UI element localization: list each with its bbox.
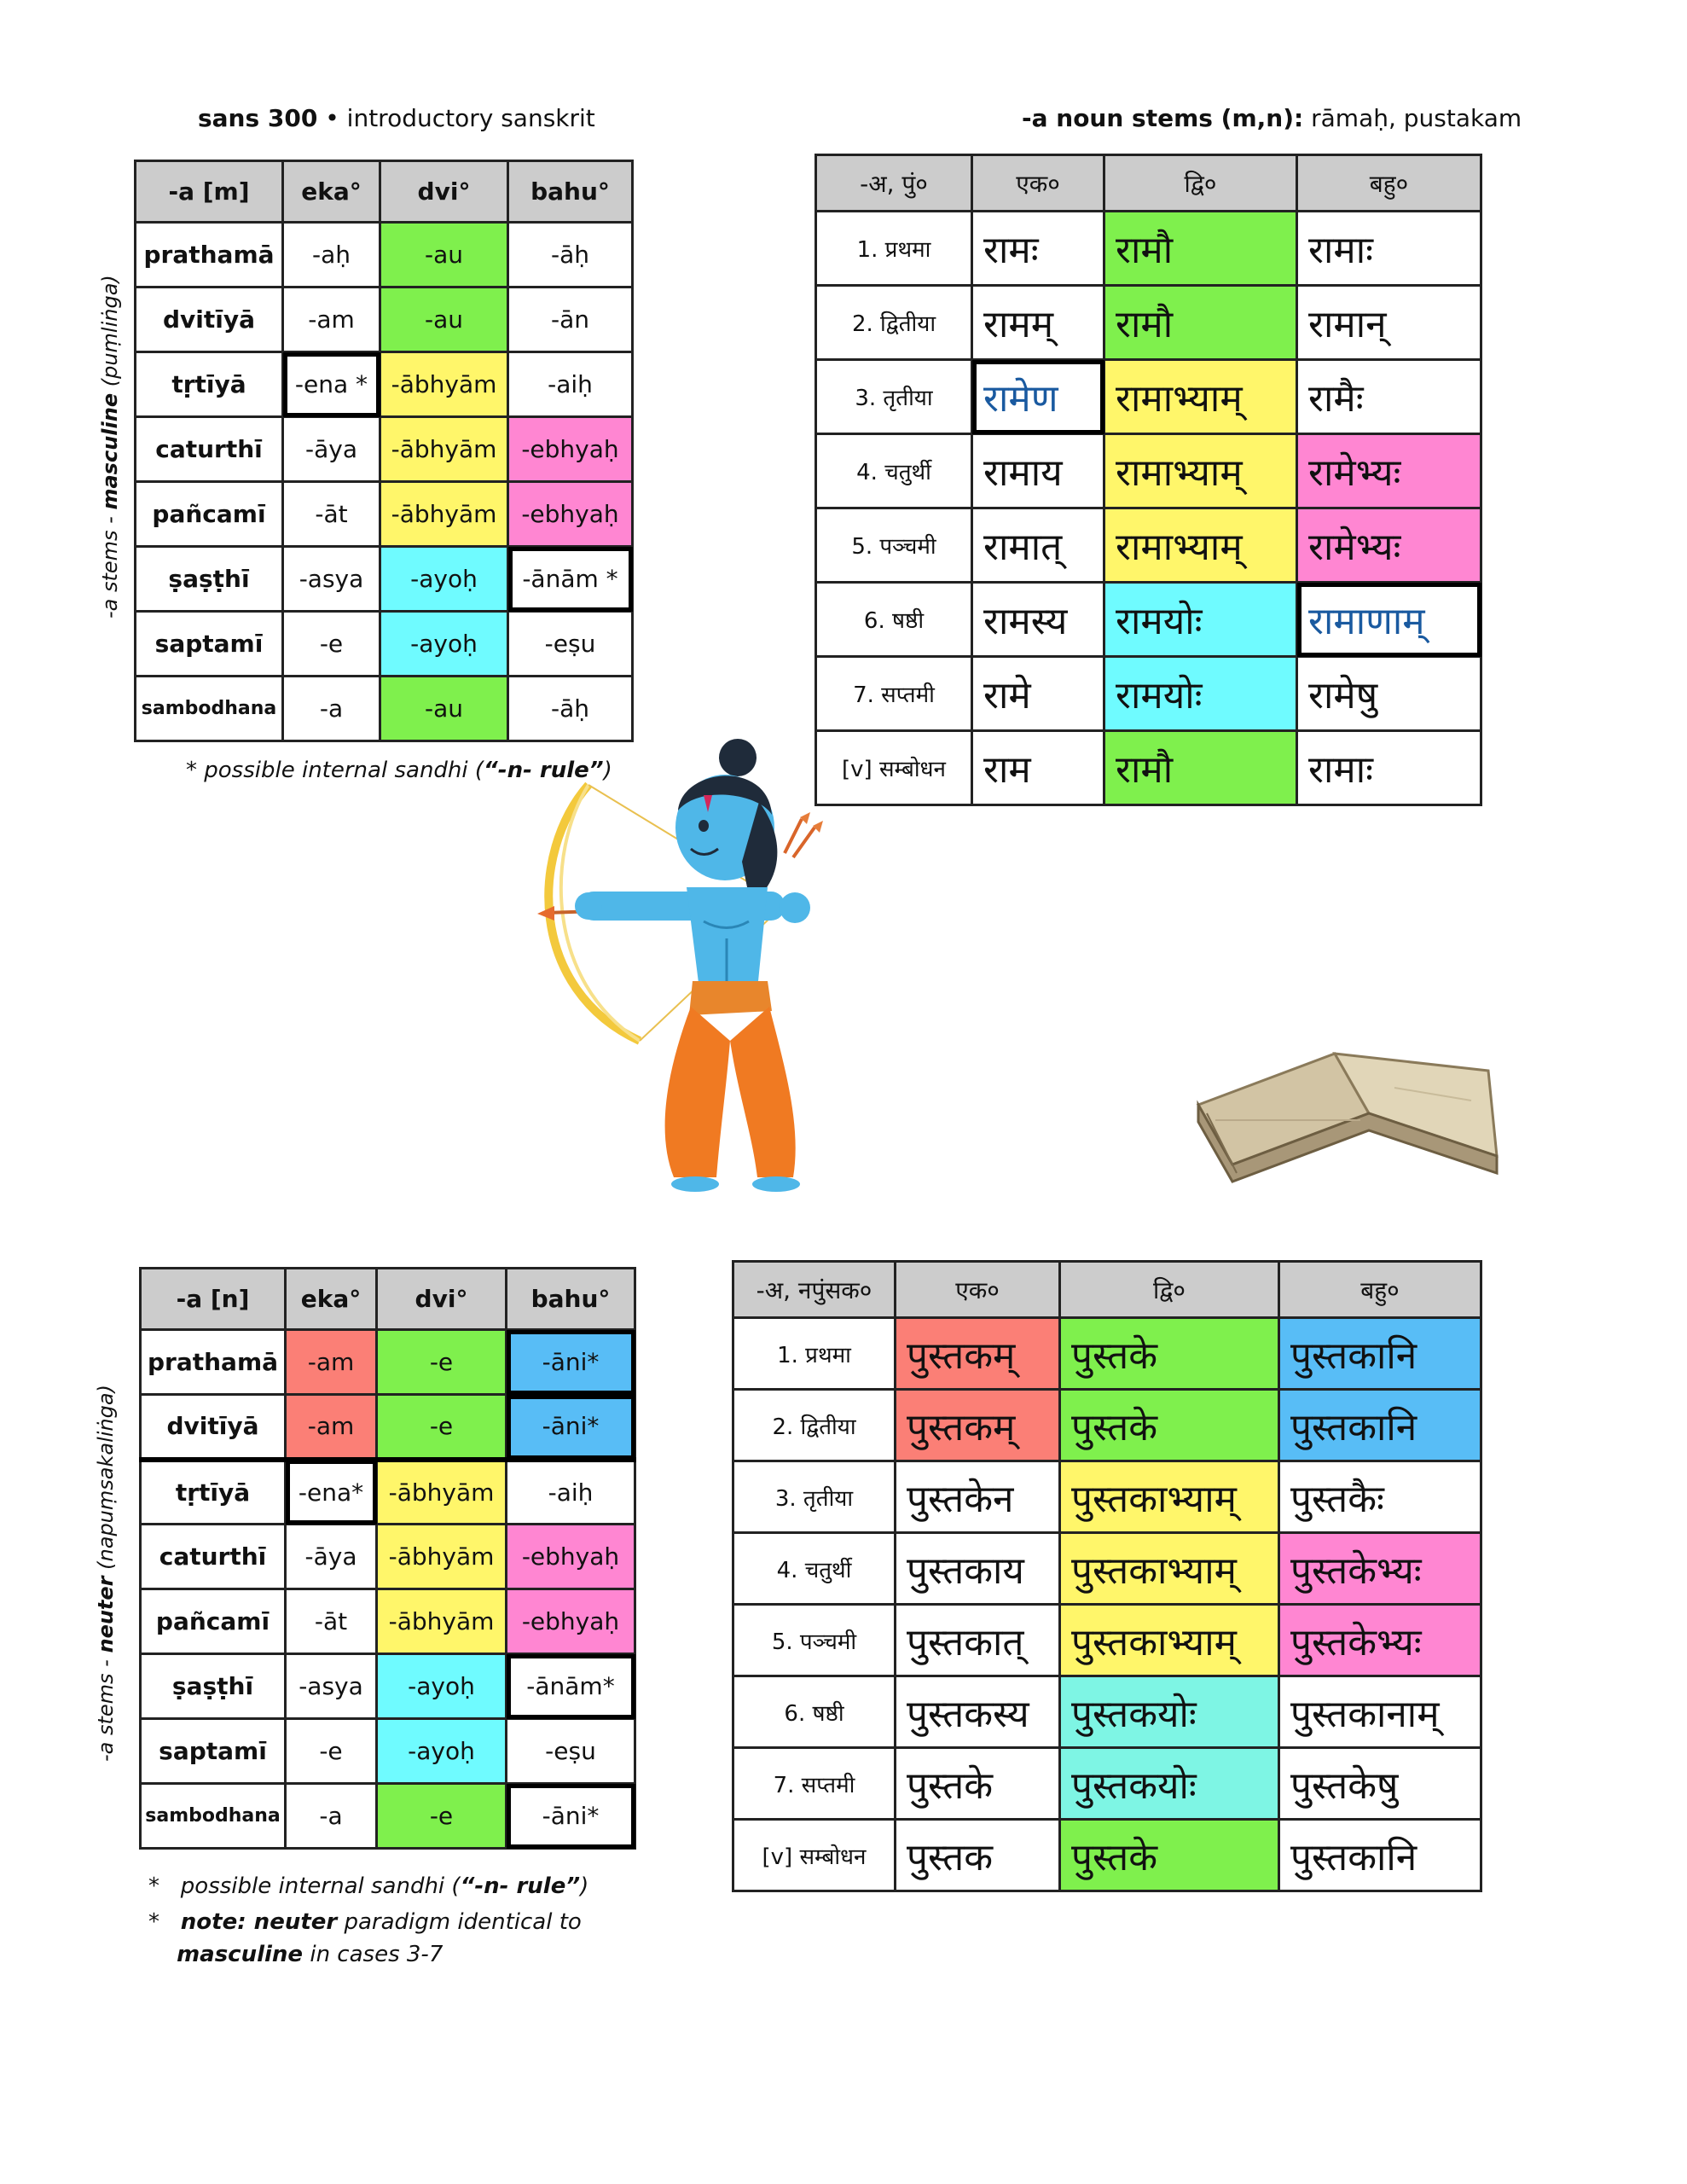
- col-header: एक०: [896, 1262, 1060, 1318]
- table-cell: -āya: [286, 1525, 377, 1589]
- col-header: dvi°: [380, 161, 508, 223]
- form-cell: रामाभ्याम्: [1104, 508, 1297, 583]
- table-cell: -e: [286, 1719, 377, 1784]
- table-cell: -asya: [283, 547, 380, 612]
- table-cell: -aiḥ: [507, 1460, 635, 1525]
- form-cell: रामाः: [1297, 731, 1481, 805]
- case-label: 5. पञ्चमी: [733, 1605, 896, 1676]
- case-label: prathamā: [136, 223, 283, 288]
- case-label: 3. तृतीया: [733, 1461, 896, 1533]
- form-cell: पुस्तकाभ्याम्: [1060, 1533, 1279, 1605]
- form-cell: रामौ: [1104, 286, 1297, 360]
- form-cell: पुस्तके: [1060, 1820, 1279, 1891]
- form-cell: पुस्तकेषु: [1279, 1748, 1481, 1820]
- case-label: 2. द्वितीया: [816, 286, 972, 360]
- open-book-illustration: [1190, 1019, 1505, 1190]
- table-cell: -eṣu: [507, 1719, 635, 1784]
- table-cell: -eṣu: [508, 612, 633, 677]
- form-cell: पुस्तके: [1060, 1318, 1279, 1390]
- table-cell: -am: [286, 1395, 377, 1460]
- form-cell: रामम्: [972, 286, 1104, 360]
- table-cell: -ebhyaḥ: [507, 1589, 635, 1654]
- form-cell: रामेषु: [1297, 657, 1481, 731]
- table-cell: -au: [380, 677, 508, 741]
- col-header: bahu°: [508, 161, 633, 223]
- form-cell: रामस्य: [972, 583, 1104, 657]
- case-label: sambodhana: [136, 677, 283, 741]
- form-cell: रामेभ्यः: [1297, 508, 1481, 583]
- form-cell: पुस्तकेभ्यः: [1279, 1533, 1481, 1605]
- table-cell: -ayoḥ: [380, 612, 508, 677]
- form-cell: पुस्तकानाम्: [1279, 1676, 1481, 1748]
- col-header: एक०: [972, 155, 1104, 212]
- col-header: dvi°: [377, 1269, 507, 1330]
- table-cell: -āni*: [507, 1330, 635, 1395]
- table-cell: -āni*: [507, 1395, 635, 1460]
- form-cell: पुस्तके: [896, 1748, 1060, 1820]
- table-cell: -a: [283, 677, 380, 741]
- form-cell: पुस्तकेन: [896, 1461, 1060, 1533]
- table-cell: -ena *: [283, 352, 380, 417]
- col-header: बहु०: [1279, 1262, 1481, 1318]
- case-label: 1. प्रथमा: [816, 212, 972, 286]
- case-label: 1. प्रथमा: [733, 1318, 896, 1390]
- table-cell: -ena*: [286, 1460, 377, 1525]
- masculine-sandhi-note: * possible internal sandhi (“-n- rule”): [186, 758, 612, 783]
- form-cell: पुस्तकानि: [1279, 1820, 1481, 1891]
- col-header: eka°: [286, 1269, 377, 1330]
- topic-bold: -a noun stems (m,n):: [1022, 104, 1304, 132]
- neuter-sandhi-note: * possible internal sandhi (“-n- rule”): [148, 1873, 589, 1899]
- topic-title: [1022, 104, 1522, 132]
- col-header: -अ, नपुंसक०: [733, 1262, 896, 1318]
- form-cell: रामौ: [1104, 731, 1297, 805]
- form-cell: रामौ: [1104, 212, 1297, 286]
- form-cell: पुस्तकाभ्याम्: [1060, 1605, 1279, 1676]
- col-header: bahu°: [507, 1269, 635, 1330]
- table-cell: -am: [286, 1330, 377, 1395]
- neuter-ending-table: [139, 1267, 636, 1850]
- neuter-side-label: -a stems - neuter (napuṃsakaliṅga): [94, 1385, 118, 1762]
- form-cell: रामयोः: [1104, 583, 1297, 657]
- table-cell: -ābhyām: [377, 1460, 507, 1525]
- col-header: -अ, पुं०: [816, 155, 972, 212]
- table-cell: -ābhyām: [380, 482, 508, 547]
- form-cell: पुस्तकम्: [896, 1318, 1060, 1390]
- table-cell: -aḥ: [283, 223, 380, 288]
- case-label: tṛtīyā: [141, 1460, 286, 1525]
- col-header: -a [n]: [141, 1269, 286, 1330]
- table-cell: -ebhyaḥ: [508, 482, 633, 547]
- table-cell: -e: [377, 1784, 507, 1849]
- col-header: बहु०: [1297, 155, 1481, 212]
- table-cell: -āt: [286, 1589, 377, 1654]
- table-cell: -e: [283, 612, 380, 677]
- form-cell: रामाणाम्: [1297, 583, 1481, 657]
- case-label: [v] सम्बोधन: [733, 1820, 896, 1891]
- case-label: tṛtīyā: [136, 352, 283, 417]
- form-cell: पुस्तकाय: [896, 1533, 1060, 1605]
- form-cell: पुस्तकेभ्यः: [1279, 1605, 1481, 1676]
- case-label: [v] सम्बोधन: [816, 731, 972, 805]
- form-cell: पुस्तकयोः: [1060, 1748, 1279, 1820]
- form-cell: पुस्तकात्: [896, 1605, 1060, 1676]
- table-cell: -ānām*: [507, 1654, 635, 1719]
- form-cell: रामान्: [1297, 286, 1481, 360]
- case-label: ṣaṣṭhī: [136, 547, 283, 612]
- table-cell: -āt: [283, 482, 380, 547]
- form-cell: पुस्तकस्य: [896, 1676, 1060, 1748]
- rama-archer-illustration: [529, 734, 853, 1211]
- table-cell: -ebhyaḥ: [508, 417, 633, 482]
- table-cell: -asya: [286, 1654, 377, 1719]
- form-cell: रामः: [972, 212, 1104, 286]
- table-cell: -ayoḥ: [380, 547, 508, 612]
- case-label: dvitīyā: [136, 288, 283, 352]
- topic-rest: rāmaḥ, pustakam: [1303, 104, 1522, 132]
- form-cell: पुस्तकानि: [1279, 1390, 1481, 1461]
- table-cell: -ayoḥ: [377, 1719, 507, 1784]
- table-cell: -am: [283, 288, 380, 352]
- table-cell: -āḥ: [508, 677, 633, 741]
- form-cell: पुस्तकम्: [896, 1390, 1060, 1461]
- case-label: caturthī: [141, 1525, 286, 1589]
- case-label: 4. चतुर्थी: [816, 434, 972, 508]
- table-cell: -ebhyaḥ: [507, 1525, 635, 1589]
- case-label: 7. सप्तमी: [733, 1748, 896, 1820]
- case-label: 6. षष्ठी: [733, 1676, 896, 1748]
- form-cell: पुस्तकानि: [1279, 1318, 1481, 1390]
- table-cell: -ābhyām: [377, 1589, 507, 1654]
- form-cell: राम: [972, 731, 1104, 805]
- table-cell: -ābhyām: [380, 352, 508, 417]
- case-label: saptamī: [136, 612, 283, 677]
- table-cell: -ayoḥ: [377, 1654, 507, 1719]
- case-label: dvitīyā: [141, 1395, 286, 1460]
- case-label: 2. द्वितीया: [733, 1390, 896, 1461]
- case-label: 5. पञ्चमी: [816, 508, 972, 583]
- form-cell: रामात्: [972, 508, 1104, 583]
- case-label: 4. चतुर्थी: [733, 1533, 896, 1605]
- form-cell: रामेण: [972, 360, 1104, 434]
- table-cell: -a: [286, 1784, 377, 1849]
- case-label: 7. सप्तमी: [816, 657, 972, 731]
- case-label: pañcamī: [136, 482, 283, 547]
- table-cell: -aiḥ: [508, 352, 633, 417]
- form-cell: रामाभ्याम्: [1104, 434, 1297, 508]
- form-cell: पुस्तकयोः: [1060, 1676, 1279, 1748]
- form-cell: रामेभ्यः: [1297, 434, 1481, 508]
- table-cell: -āya: [283, 417, 380, 482]
- table-cell: -au: [380, 223, 508, 288]
- table-cell: -ābhyām: [377, 1525, 507, 1589]
- table-cell: -e: [377, 1395, 507, 1460]
- case-label: 3. तृतीया: [816, 360, 972, 434]
- case-label: prathamā: [141, 1330, 286, 1395]
- masculine-side-label: -a stems - masculine (puṃliṅga): [98, 275, 122, 619]
- col-header: द्वि०: [1060, 1262, 1279, 1318]
- table-cell: -ābhyām: [380, 417, 508, 482]
- table-cell: -ānām *: [508, 547, 633, 612]
- case-label: 6. षष्ठी: [816, 583, 972, 657]
- col-header: -a [m]: [136, 161, 283, 223]
- form-cell: पुस्तकाभ्याम्: [1060, 1461, 1279, 1533]
- course-code: sans 300: [198, 104, 318, 132]
- form-cell: रामाभ्याम्: [1104, 360, 1297, 434]
- table-cell: -āḥ: [508, 223, 633, 288]
- form-cell: पुस्तके: [1060, 1390, 1279, 1461]
- form-cell: रामाः: [1297, 212, 1481, 286]
- rama-paradigm-table: [815, 154, 1482, 806]
- form-cell: रामे: [972, 657, 1104, 731]
- case-label: sambodhana: [141, 1784, 286, 1849]
- case-label: caturthī: [136, 417, 283, 482]
- table-cell: -e: [377, 1330, 507, 1395]
- course-title: [198, 104, 595, 132]
- case-label: ṣaṣṭhī: [141, 1654, 286, 1719]
- neuter-paradigm-note: * note: neuter paradigm identical to masculine in cases 3-7: [148, 1909, 582, 1967]
- table-cell: -au: [380, 288, 508, 352]
- form-cell: पुस्तक: [896, 1820, 1060, 1891]
- table-cell: -ān: [508, 288, 633, 352]
- form-cell: रामैः: [1297, 360, 1481, 434]
- pustaka-paradigm-table: [732, 1260, 1482, 1892]
- table-cell: -āni*: [507, 1784, 635, 1849]
- form-cell: पुस्तकैः: [1279, 1461, 1481, 1533]
- col-header: द्वि०: [1104, 155, 1297, 212]
- col-header: eka°: [283, 161, 380, 223]
- case-label: saptamī: [141, 1719, 286, 1784]
- masculine-ending-table: [134, 160, 634, 742]
- course-name: • introductory sanskrit: [317, 104, 595, 132]
- case-label: pañcamī: [141, 1589, 286, 1654]
- form-cell: रामयोः: [1104, 657, 1297, 731]
- form-cell: रामाय: [972, 434, 1104, 508]
